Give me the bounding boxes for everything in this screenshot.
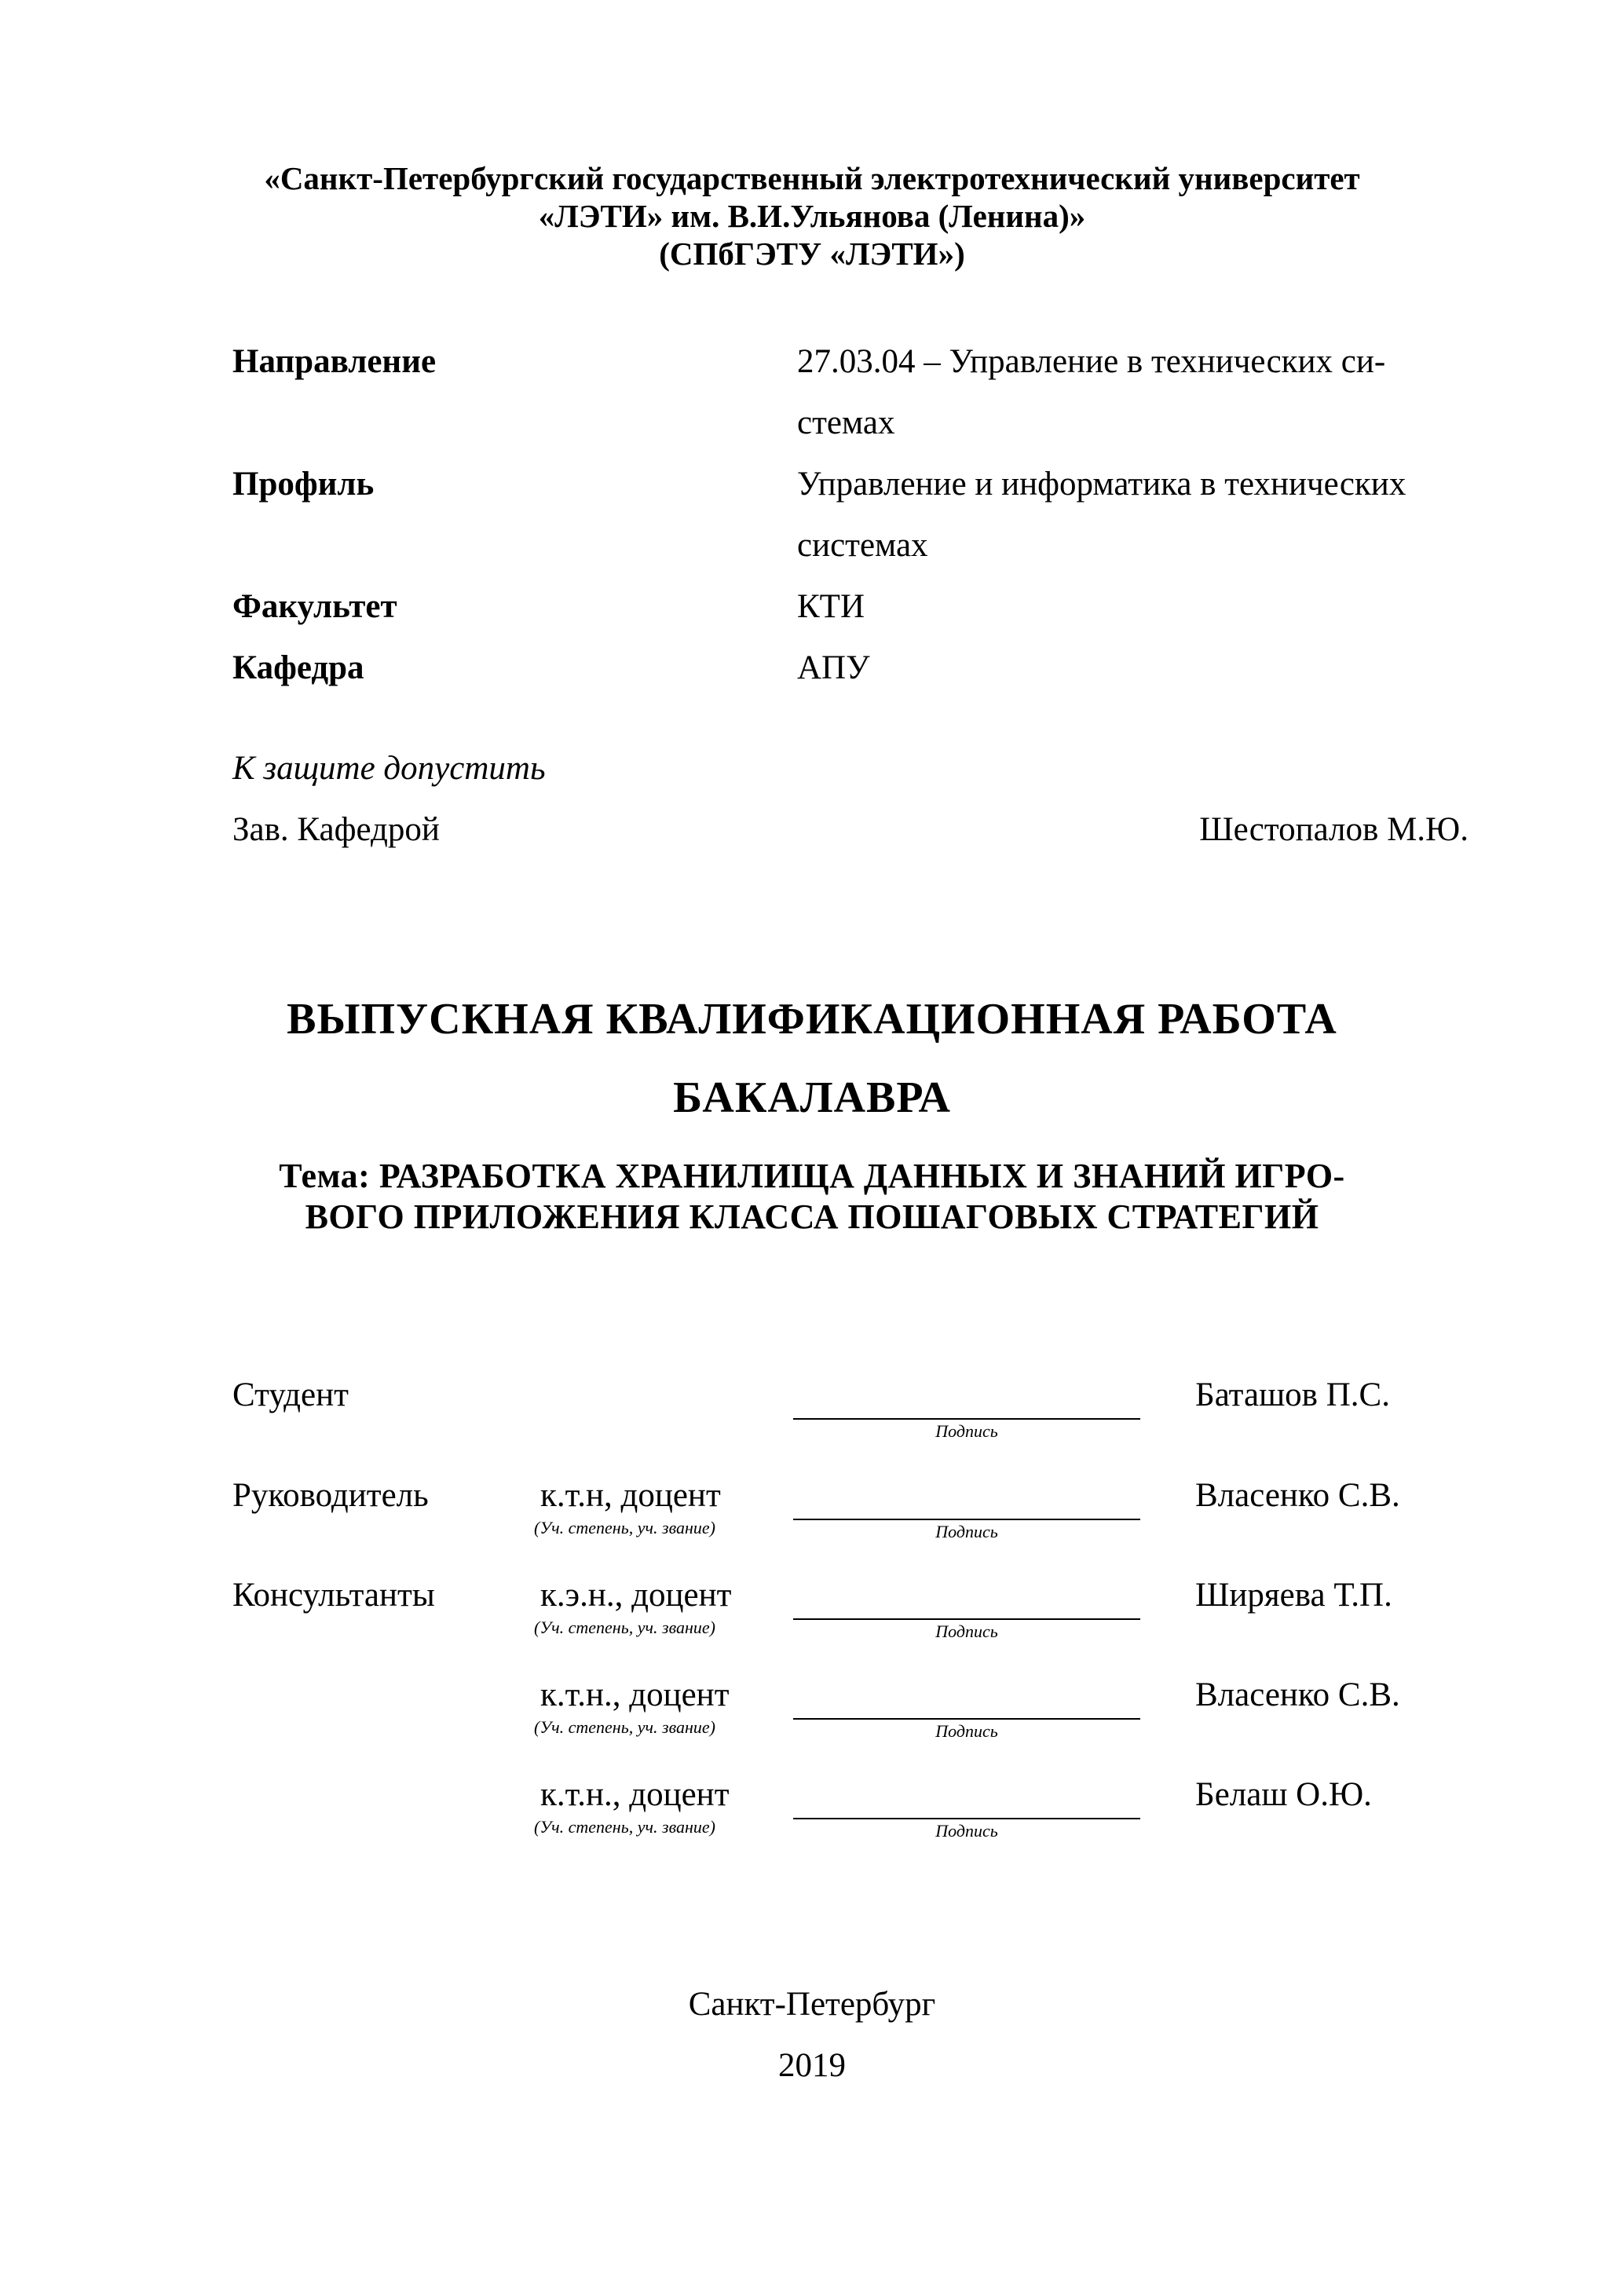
thesis-title-line2: БАКАЛАВРА xyxy=(673,1073,951,1122)
profile-label: Профиль xyxy=(232,466,375,503)
consultant3-signature-line xyxy=(793,1818,1140,1819)
consultant3-degree: к.т.н., доцент xyxy=(540,1776,730,1813)
consultant2-signature-line xyxy=(793,1718,1140,1720)
consultant1-name: Ширяева Т.П. xyxy=(1195,1577,1392,1614)
head-of-department-label: Зав. Кафедрой xyxy=(232,811,440,848)
student-signature-caption: Подпись xyxy=(935,1421,998,1441)
supervisor-role-label: Руководитель xyxy=(232,1477,429,1514)
consultant2-signature-caption: Подпись xyxy=(935,1721,998,1741)
consultant3-degree-caption: (Уч. степень, уч. звание) xyxy=(534,1817,715,1837)
consultant2-degree-caption: (Уч. степень, уч. звание) xyxy=(534,1717,715,1737)
supervisor-name: Власенко С.В. xyxy=(1195,1477,1400,1514)
consultant3-signature-caption: Подпись xyxy=(935,1821,998,1841)
supervisor-signature-caption: Подпись xyxy=(935,1522,998,1541)
head-of-department-name: Шестопалов М.Ю. xyxy=(1199,811,1469,848)
supervisor-degree: к.т.н, доцент xyxy=(540,1477,721,1514)
faculty-label: Факультет xyxy=(232,588,397,625)
consultant3-name: Белаш О.Ю. xyxy=(1195,1776,1372,1813)
university-name-line2: «ЛЭТИ» им. В.И.Ульянова (Ленина)» xyxy=(538,198,1086,234)
university-abbreviation: (СПбГЭТУ «ЛЭТИ») xyxy=(659,236,965,272)
direction-label: Направление xyxy=(232,343,437,380)
faculty-value: КТИ xyxy=(797,588,865,625)
student-name: Баташов П.С. xyxy=(1195,1377,1390,1413)
consultant2-name: Власенко С.В. xyxy=(1195,1676,1400,1713)
consultant1-signature-line xyxy=(793,1618,1140,1620)
thesis-title-line1: ВЫПУСКНАЯ КВАЛИФИКАЦИОННАЯ РАБОТА xyxy=(287,995,1337,1044)
supervisor-signature-line xyxy=(793,1519,1140,1520)
consultant1-degree: к.э.н., доцент xyxy=(540,1577,732,1614)
direction-value-line2: стемах xyxy=(797,404,895,441)
student-role-label: Студент xyxy=(232,1377,349,1413)
student-signature-line xyxy=(793,1418,1140,1420)
consultant1-signature-caption: Подпись xyxy=(935,1621,998,1641)
university-name-line1: «Санкт-Петербургский государственный электротехнический университет xyxy=(264,160,1360,196)
direction-value-line1: 27.03.04 – Управление в технических си- xyxy=(797,343,1386,380)
city: Санкт-Петербург xyxy=(688,1986,936,2023)
topic-line2: ВОГО ПРИЛОЖЕНИЯ КЛАССА ПОШАГОВЫХ СТРАТЕГИЙ xyxy=(305,1197,1319,1236)
consultants-role-label: Консультанты xyxy=(232,1577,435,1614)
supervisor-degree-caption: (Уч. степень, уч. звание) xyxy=(534,1518,715,1537)
year: 2019 xyxy=(778,2047,846,2084)
department-label: Кафедра xyxy=(232,649,364,686)
topic-line1: Тема: РАЗРАБОТКА ХРАНИЛИЩА ДАННЫХ И ЗНАНИЙ ИГРО- xyxy=(279,1157,1345,1195)
department-value: АПУ xyxy=(797,649,870,686)
consultant2-degree: к.т.н., доцент xyxy=(540,1676,730,1713)
profile-value-line2: системах xyxy=(797,527,928,564)
profile-value-line1: Управление и информатика в технических xyxy=(797,466,1406,503)
admit-to-defense: К защите допустить xyxy=(232,750,546,787)
consultant1-degree-caption: (Уч. степень, уч. звание) xyxy=(534,1618,715,1637)
